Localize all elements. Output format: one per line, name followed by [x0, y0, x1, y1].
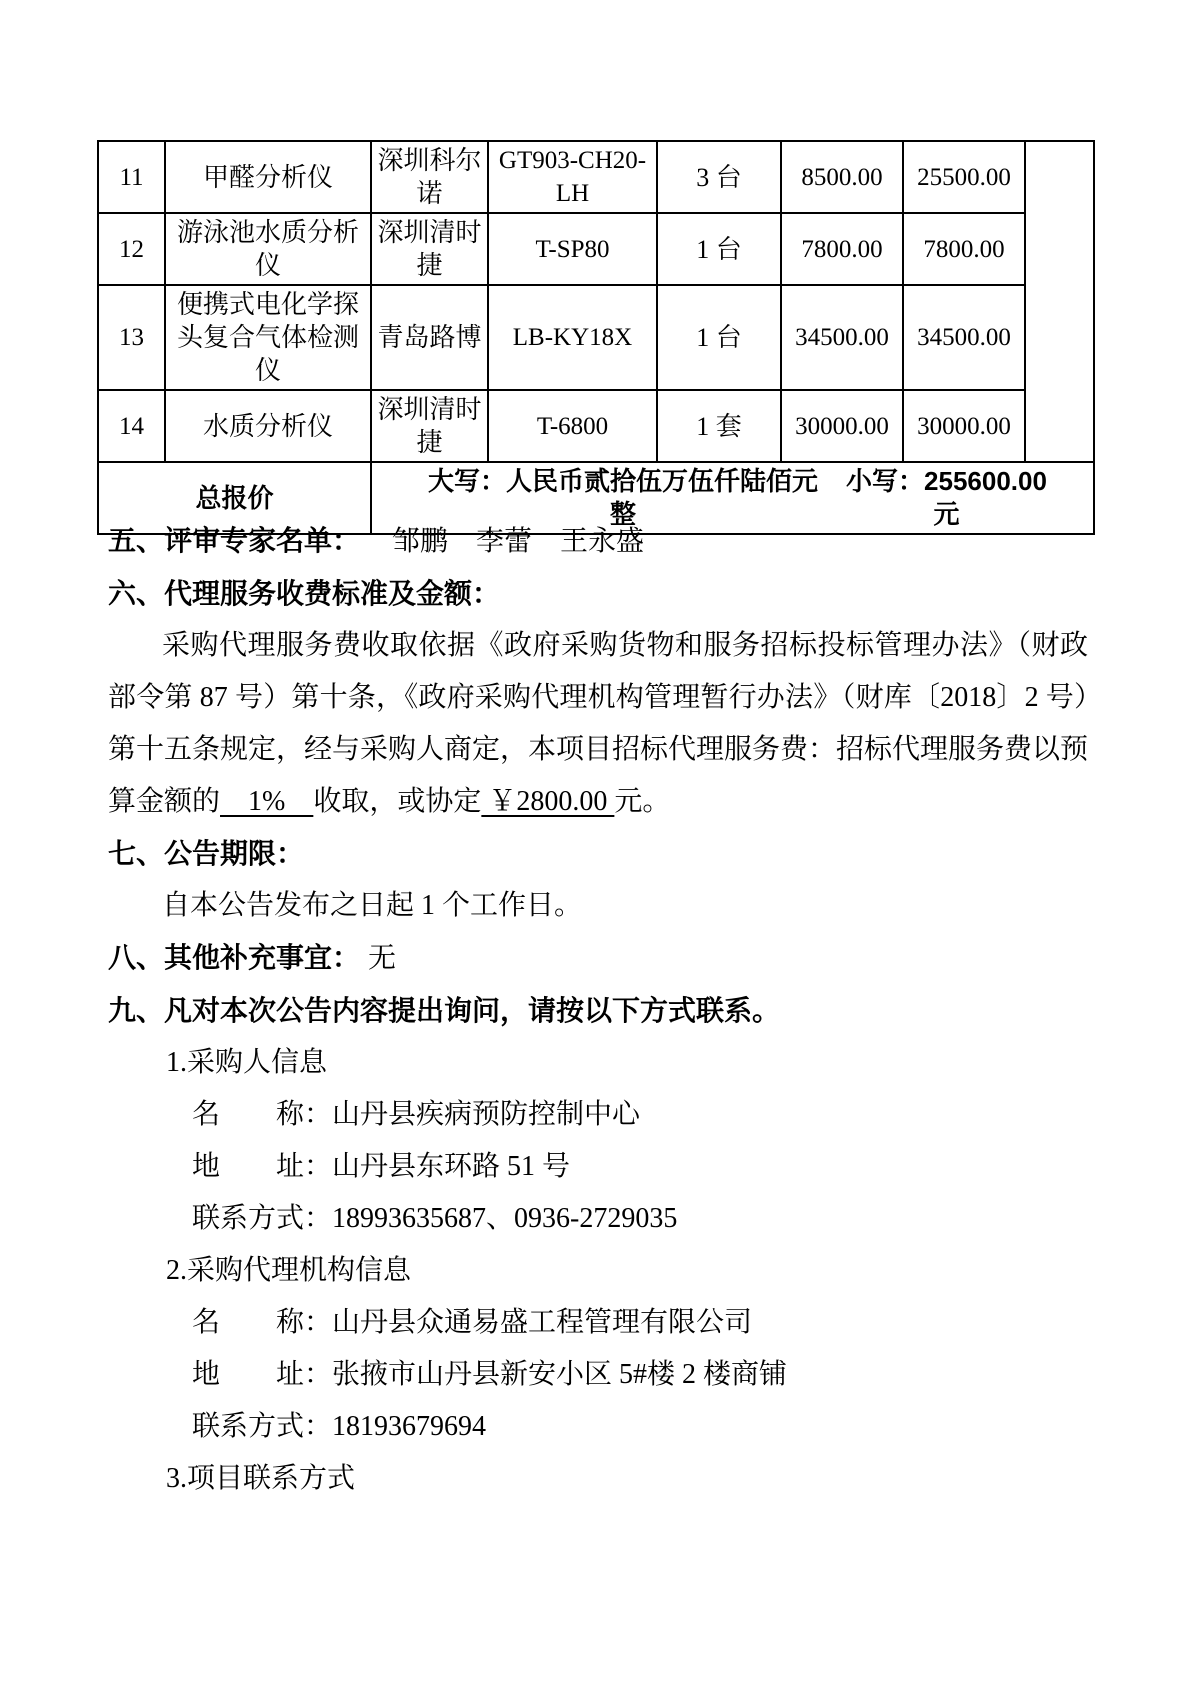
cell-item-name: 甲醛分析仪 — [165, 141, 371, 213]
fee-text-1: 采购代理服务费收取依据《政府采购货物和服务招标投标管理办法》（财政部令第 87 号）第十条，《政府采购代理机构管理暂行办法》（财库〔2018〕2 号）第十五条规定，经与采购人商定，本项目招标代理服务费：招标代理服务费以预算金额的 — [108, 630, 1089, 817]
cell-model: GT903-CH20-LH — [488, 141, 657, 213]
purchaser-name-line — [108, 1089, 1088, 1141]
cell-qty: 1 台 — [657, 285, 781, 390]
total-amount-figures: 小写：255600.00 元 — [846, 466, 1047, 529]
cell-total-price: 7800.00 — [903, 213, 1025, 285]
notice-period-text: 自本公告发布之日起 1 个工作日。 — [162, 890, 583, 921]
section-6-heading: 六、代理服务收费标准及金额： — [108, 578, 501, 609]
agency-name-line — [108, 1297, 1088, 1349]
cell-manufacturer: 深圳科尔诺 — [371, 141, 488, 213]
agency-addr-line — [108, 1349, 1088, 1401]
quotation-table — [97, 140, 1095, 535]
cell-unit-price: 34500.00 — [781, 285, 903, 390]
cell-model: T-SP80 — [488, 213, 657, 285]
purchaser-name-label: 名 称： — [192, 1099, 333, 1130]
table-row — [98, 390, 1094, 462]
purchaser-info-title: 1.采购人信息 — [166, 1047, 328, 1078]
section-8-heading: 八、其他补充事宜： — [108, 942, 361, 973]
purchaser-addr-line — [108, 1141, 1088, 1193]
cell-qty: 1 套 — [657, 390, 781, 462]
cell-unit-price: 30000.00 — [781, 390, 903, 462]
section-5-heading: 五、评审专家名单： — [108, 525, 361, 556]
agency-name-value: 山丹县众通易盛工程管理有限公司 — [332, 1307, 753, 1338]
document-body — [108, 515, 1088, 1505]
agency-addr-label: 地 址： — [192, 1359, 333, 1390]
cell-manufacturer: 深圳清时捷 — [371, 213, 488, 285]
agency-contact-value: 18193679694 — [332, 1411, 487, 1442]
fee-text-2: 收取，或协定 — [313, 786, 482, 817]
cell-item-name: 游泳池水质分析仪 — [165, 213, 371, 285]
table-row — [98, 141, 1094, 213]
table-row — [98, 285, 1094, 390]
cell-blank — [1025, 141, 1094, 462]
cell-total-price: 34500.00 — [903, 285, 1025, 390]
cell-model: T-6800 — [488, 390, 657, 462]
cell-manufacturer: 青岛路博 — [371, 285, 488, 390]
purchaser-name-value: 山丹县疾病预防控制中心 — [332, 1099, 641, 1130]
cell-item-name: 水质分析仪 — [165, 390, 371, 462]
section-5-line — [108, 515, 1088, 568]
purchaser-contact-value: 18993635687、0936-2729035 — [332, 1203, 678, 1234]
cell-model: LB-KY18X — [488, 285, 657, 390]
total-label: 总报价 — [98, 462, 371, 534]
cell-total-price: 25500.00 — [903, 141, 1025, 213]
cell-qty: 1 台 — [657, 213, 781, 285]
purchaser-addr-label: 地 址： — [192, 1151, 333, 1182]
cell-seq: 14 — [98, 390, 165, 462]
section-8-value: 无 — [368, 943, 397, 974]
cell-qty: 3 台 — [657, 141, 781, 213]
fee-rate-underlined: 1% — [220, 786, 314, 817]
agency-contact-label: 联系方式： — [192, 1411, 333, 1442]
agency-info-title: 2.采购代理机构信息 — [166, 1255, 412, 1286]
agency-addr-value: 张掖市山丹县新安小区 5#楼 2 楼商铺 — [332, 1359, 788, 1390]
purchaser-contact-label: 联系方式： — [192, 1203, 333, 1234]
cell-seq: 13 — [98, 285, 165, 390]
purchaser-addr-value: 山丹县东环路 51 号 — [332, 1151, 571, 1182]
section-9-heading: 九、凡对本次公告内容提出询问，请按以下方式联系。 — [108, 995, 781, 1026]
fee-text-3: 元。 — [614, 786, 671, 817]
cell-total-price: 30000.00 — [903, 390, 1025, 462]
cell-seq: 12 — [98, 213, 165, 285]
agency-fee-paragraph — [108, 620, 1088, 828]
project-contact-title: 3.项目联系方式 — [166, 1463, 356, 1494]
table-row — [98, 213, 1094, 285]
cell-seq: 11 — [98, 141, 165, 213]
expert-names: 邹鹏 李蕾 王永盛 — [392, 526, 645, 557]
agency-contact-line — [108, 1401, 1088, 1453]
agency-name-label: 名 称： — [192, 1307, 333, 1338]
cell-manufacturer: 深圳清时捷 — [371, 390, 488, 462]
section-8-line — [108, 932, 1088, 985]
section-7-heading: 七、公告期限： — [108, 838, 305, 869]
cell-unit-price: 7800.00 — [781, 213, 903, 285]
purchaser-contact-line — [108, 1193, 1088, 1245]
cell-item-name: 便携式电化学探头复合气体检测仪 — [165, 285, 371, 390]
total-amount-words: 大写：人民币贰拾伍万伍仟陆佰元整 — [427, 466, 818, 529]
fee-amount-underlined: ￥2800.00 — [481, 786, 615, 817]
cell-unit-price: 8500.00 — [781, 141, 903, 213]
